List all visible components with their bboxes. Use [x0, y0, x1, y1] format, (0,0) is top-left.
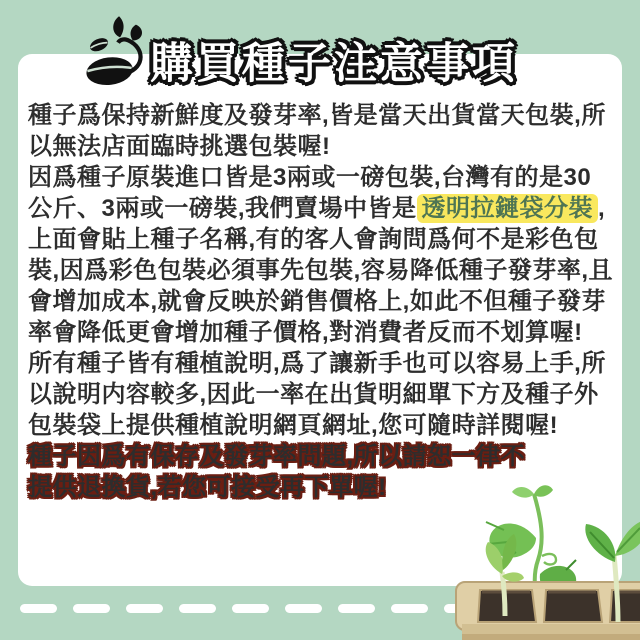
header [0, 0, 640, 100]
page-title: 購買種子注意事項 [150, 40, 518, 88]
dash [179, 604, 216, 613]
notice-content [28, 100, 614, 503]
packaging-text-before: 因爲種子原裝進口皆是3兩或一磅包裝,台灣有的是30公斤、3兩或一磅裝,我們賣場中皆是 [28, 164, 592, 222]
paragraph-planting-instructions: 所有種子皆有種植說明,爲了讓新手也可以容易上手,所以說明内容較多,因此一率在出貨明細單下方及種子外包裝袋上提供種植說明網頁網址,您可隨時詳閱喔! [28, 350, 606, 439]
seedling-tray-illustration [390, 478, 640, 640]
packaging-text-after: ,上面會貼上種子名稱,有的客人會詢問爲何不是彩色包裝,因爲彩色包裝必須事先包裝,容易降低種子發芽率,且會增加成本,就會反映於銷售價格上,如此不但種子發芽率會降低更會增加種子價格,對消費者反而不划算喔! [28, 195, 614, 346]
dash [285, 604, 322, 613]
dash [232, 604, 269, 613]
seed-tray [456, 582, 640, 640]
warning-no-returns: 種子因爲有保存及發芽率問題,所以請恕一律不提供退換貨,若您可接受再下單喔! [28, 443, 526, 501]
dash [126, 604, 163, 613]
sprout-seed-icon [84, 12, 152, 88]
highlight-zipper-bag: 透明拉鏈袋分裝 [417, 194, 599, 223]
dash [20, 604, 57, 613]
paragraph-freshness: 種子爲保持新鮮度及發芽率,皆是當天出貨當天包裝,所以無法店面臨時挑選包裝喔! [28, 102, 606, 160]
dash [338, 604, 375, 613]
dash [73, 604, 110, 613]
paragraph-packaging [28, 162, 614, 348]
